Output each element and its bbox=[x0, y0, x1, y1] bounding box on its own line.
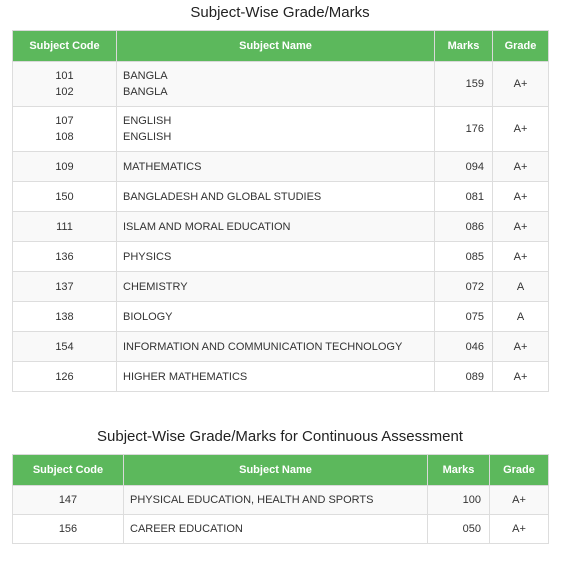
subject-code-cell: 147 bbox=[13, 486, 124, 515]
subject-name-cell: PHYSICS bbox=[117, 242, 435, 272]
subject-code-cell: 109 bbox=[13, 152, 117, 182]
subject-code: 102 bbox=[55, 86, 74, 98]
subject-code: 101 bbox=[55, 70, 74, 82]
subject-name-cell: BANGLADESH AND GLOBAL STUDIES bbox=[117, 182, 435, 212]
subject-code-cell: 138 bbox=[13, 302, 117, 332]
column-header-subject-name: Subject Name bbox=[117, 31, 435, 62]
continuous-assessment-header-row bbox=[13, 455, 549, 486]
subject-code-cell: 136 bbox=[13, 242, 117, 272]
subject-code-cell bbox=[13, 107, 117, 152]
table-row bbox=[13, 107, 549, 152]
table-row bbox=[13, 182, 549, 212]
grades-table bbox=[12, 30, 549, 392]
marks-cell: 176 bbox=[435, 107, 493, 152]
subject-name-cell: CHEMISTRY bbox=[117, 272, 435, 302]
table-row bbox=[13, 272, 549, 302]
grade-cell: A bbox=[493, 302, 549, 332]
subject-code-cell: 111 bbox=[13, 212, 117, 242]
marks-cell: 072 bbox=[435, 272, 493, 302]
subject-name-cell: HIGHER MATHEMATICS bbox=[117, 362, 435, 392]
subject-name: BANGLA bbox=[123, 86, 168, 98]
column-header-marks: Marks bbox=[428, 455, 490, 486]
subject-code-cell: 154 bbox=[13, 332, 117, 362]
subject-name-cell bbox=[117, 107, 435, 152]
continuous-assessment-table bbox=[12, 454, 549, 544]
grade-cell: A+ bbox=[493, 152, 549, 182]
marks-cell: 094 bbox=[435, 152, 493, 182]
table-row bbox=[13, 212, 549, 242]
grade-cell: A+ bbox=[493, 212, 549, 242]
grade-cell: A+ bbox=[493, 62, 549, 107]
subject-code-cell: 156 bbox=[13, 515, 124, 544]
column-header-grade: Grade bbox=[490, 455, 549, 486]
grade-cell: A+ bbox=[493, 107, 549, 152]
marks-cell: 046 bbox=[435, 332, 493, 362]
continuous-assessment-table-title: Subject-Wise Grade/Marks for Continuous Assessment bbox=[97, 428, 463, 445]
marks-cell: 050 bbox=[428, 515, 490, 544]
grade-cell: A+ bbox=[490, 486, 549, 515]
subject-code-cell: 150 bbox=[13, 182, 117, 212]
subject-name: ENGLISH bbox=[123, 115, 172, 127]
subject-code-cell bbox=[13, 62, 117, 107]
subject-name: BANGLA bbox=[123, 70, 168, 82]
subject-name-cell: ISLAM AND MORAL EDUCATION bbox=[117, 212, 435, 242]
marks-cell: 086 bbox=[435, 212, 493, 242]
grade-cell: A bbox=[493, 272, 549, 302]
subject-name-cell: INFORMATION AND COMMUNICATION TECHNOLOGY bbox=[117, 332, 435, 362]
column-header-marks: Marks bbox=[435, 31, 493, 62]
table-row bbox=[13, 486, 549, 515]
marks-cell: 159 bbox=[435, 62, 493, 107]
subject-name-cell: MATHEMATICS bbox=[117, 152, 435, 182]
marks-cell: 085 bbox=[435, 242, 493, 272]
marks-cell: 089 bbox=[435, 362, 493, 392]
subject-name-cell: CAREER EDUCATION bbox=[124, 515, 428, 544]
column-header-grade: Grade bbox=[493, 31, 549, 62]
table-row bbox=[13, 362, 549, 392]
subject-code-cell: 126 bbox=[13, 362, 117, 392]
marks-cell: 075 bbox=[435, 302, 493, 332]
column-header-subject-name: Subject Name bbox=[124, 455, 428, 486]
subject-name-cell: PHYSICAL EDUCATION, HEALTH AND SPORTS bbox=[124, 486, 428, 515]
table-row bbox=[13, 515, 549, 544]
grade-cell: A+ bbox=[493, 182, 549, 212]
grades-table-title: Subject-Wise Grade/Marks bbox=[190, 4, 370, 21]
table-row bbox=[13, 62, 549, 107]
table-row bbox=[13, 242, 549, 272]
subject-code: 108 bbox=[55, 131, 74, 143]
table-row bbox=[13, 302, 549, 332]
grade-cell: A+ bbox=[490, 515, 549, 544]
subject-name-cell bbox=[117, 62, 435, 107]
column-header-subject-code: Subject Code bbox=[13, 455, 124, 486]
grades-table-header-row bbox=[13, 31, 549, 62]
grade-cell: A+ bbox=[493, 332, 549, 362]
subject-name-cell: BIOLOGY bbox=[117, 302, 435, 332]
table-row bbox=[13, 332, 549, 362]
column-header-subject-code: Subject Code bbox=[13, 31, 117, 62]
subject-name: ENGLISH bbox=[123, 131, 172, 143]
table-row bbox=[13, 152, 549, 182]
subject-code-cell: 137 bbox=[13, 272, 117, 302]
grade-cell: A+ bbox=[493, 242, 549, 272]
grade-cell: A+ bbox=[493, 362, 549, 392]
subject-code: 107 bbox=[55, 115, 74, 127]
marks-cell: 100 bbox=[428, 486, 490, 515]
marks-cell: 081 bbox=[435, 182, 493, 212]
